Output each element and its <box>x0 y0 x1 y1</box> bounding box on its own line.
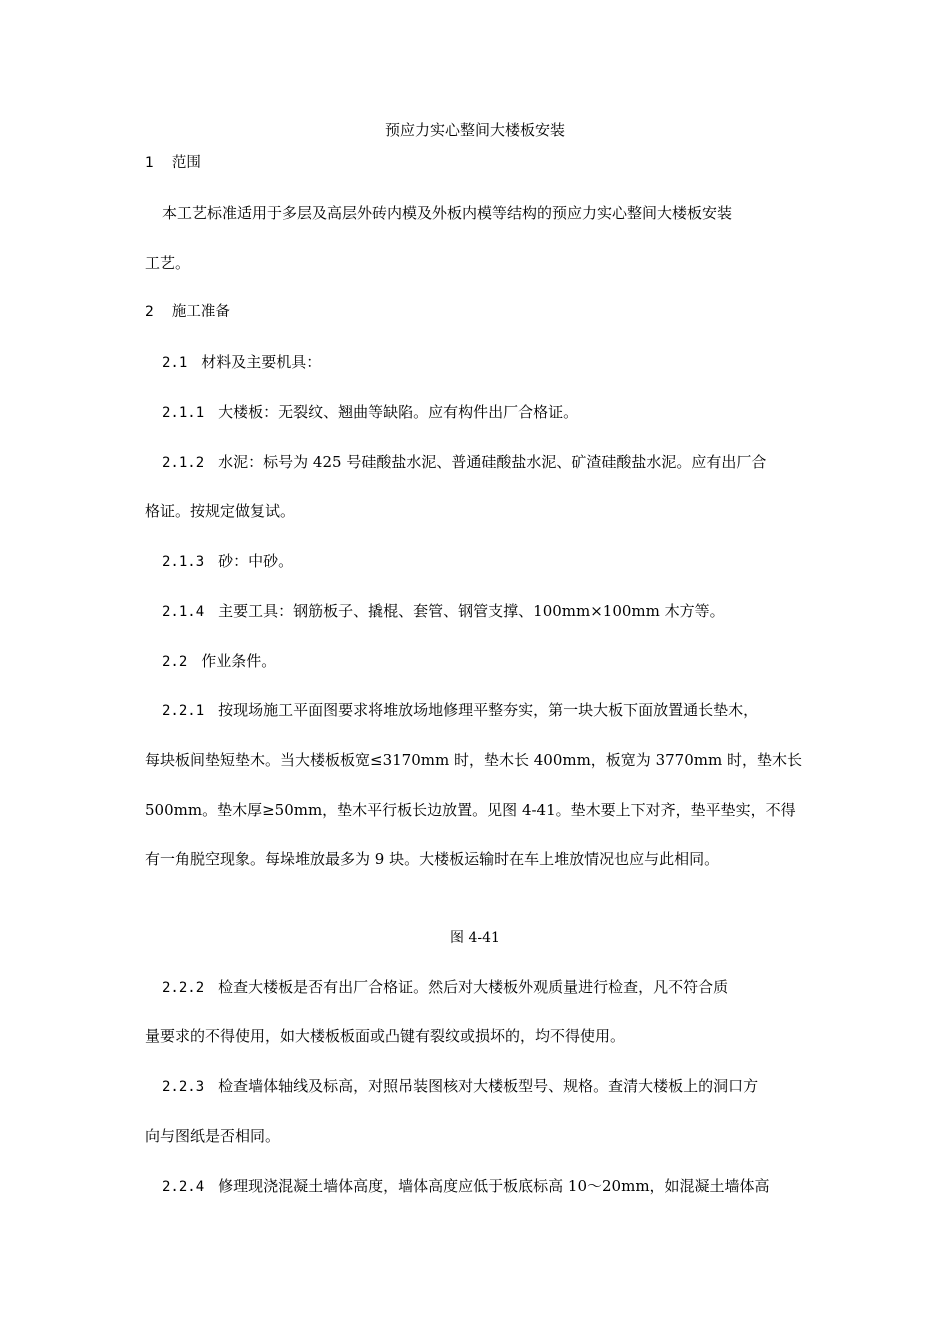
clause-number: 2.2.1 <box>162 703 205 719</box>
paragraph-line <box>162 452 842 473</box>
document-title: 预应力实心整间大楼板安装 <box>384 121 565 139</box>
clause-text: 检查墙体轴线及标高，对照吊装图核对大楼板型号、规格。查清大楼板上的洞口方 <box>218 1077 759 1095</box>
clause-number: 2.2 <box>162 654 188 670</box>
clause-text: 水泥：标号为 425 号硅酸盐水泥、普通硅酸盐水泥、矿渣硅酸盐水泥。应有出厂合 <box>218 453 767 471</box>
section-number: 1 <box>145 155 154 171</box>
clause-number: 2.2.3 <box>162 1079 205 1095</box>
clause-number: 2.1.2 <box>162 455 205 471</box>
clause-text: 砂：中砂。 <box>218 552 294 570</box>
paragraph-line <box>162 601 842 622</box>
paragraph-line: 有一角脱空现象。每垛堆放最多为 9 块。大楼板运输时在车上堆放情况也应与此相同。 <box>145 850 720 868</box>
paragraph-line <box>162 651 842 672</box>
clause-text: 修理现浇混凝土墙体高度，墙体高度应低于板底标高 10～20mm，如混凝土墙体高 <box>218 1177 770 1195</box>
paragraph-line <box>162 402 842 423</box>
paragraph-line: 量要求的不得使用，如大楼板板面或凸键有裂纹或损坏的，均不得使用。 <box>145 1027 626 1045</box>
clause-number: 2.1.1 <box>162 405 205 421</box>
section-heading-2 <box>145 302 825 322</box>
paragraph-line: 向与图纸是否相同。 <box>145 1127 281 1145</box>
section-heading-1 <box>145 153 825 173</box>
section-heading-text: 范围 <box>171 155 201 171</box>
clause-text: 作业条件。 <box>201 652 277 670</box>
paragraph-line: 500mm。垫木厚≥50mm，垫木平行板长边放置。见图 4-41。垫木要上下对齐，垫平垫实，不得 <box>145 801 796 819</box>
section-heading-text: 施工准备 <box>171 304 230 320</box>
clause-number: 2.2.2 <box>162 980 205 996</box>
paragraph-line <box>162 977 842 998</box>
clause-number: 2.2.4 <box>162 1179 205 1195</box>
clause-text: 主要工具：钢筋板子、撬棍、套管、钢管支撑、100mm×100mm 木方等。 <box>218 602 725 620</box>
paragraph-line <box>162 551 842 572</box>
paragraph-line: 本工艺标准适用于多层及高层外砖内模及外板内模等结构的预应力实心整间大楼板安装 <box>162 204 733 222</box>
clause-text: 按现场施工平面图要求将堆放场地修理平整夯实，第一块大板下面放置通长垫木， <box>218 701 759 719</box>
paragraph-line <box>162 700 842 721</box>
figure-caption: 图 4-41 <box>450 930 500 946</box>
paragraph-line: 每块板间垫短垫木。当大楼板板宽≤3170mm 时，垫木长 400mm，板宽为 3770mm 时，垫木长 <box>145 751 802 769</box>
paragraph-line: 工艺。 <box>145 254 191 272</box>
clause-text: 大楼板：无裂纹、翘曲等缺陷。应有构件出厂合格证。 <box>218 403 579 421</box>
clause-text: 材料及主要机具： <box>201 353 322 371</box>
paragraph-line: 格证。按规定做复试。 <box>145 502 296 520</box>
clause-number: 2.1.4 <box>162 604 205 620</box>
paragraph-line <box>162 352 842 373</box>
paragraph-line <box>162 1176 842 1197</box>
paragraph-line <box>162 1076 842 1097</box>
clause-number: 2.1.3 <box>162 554 205 570</box>
clause-text: 检查大楼板是否有出厂合格证。然后对大楼板外观质量进行检查，凡不符合质 <box>218 978 729 996</box>
section-number: 2 <box>145 304 154 320</box>
clause-number: 2.1 <box>162 355 188 371</box>
